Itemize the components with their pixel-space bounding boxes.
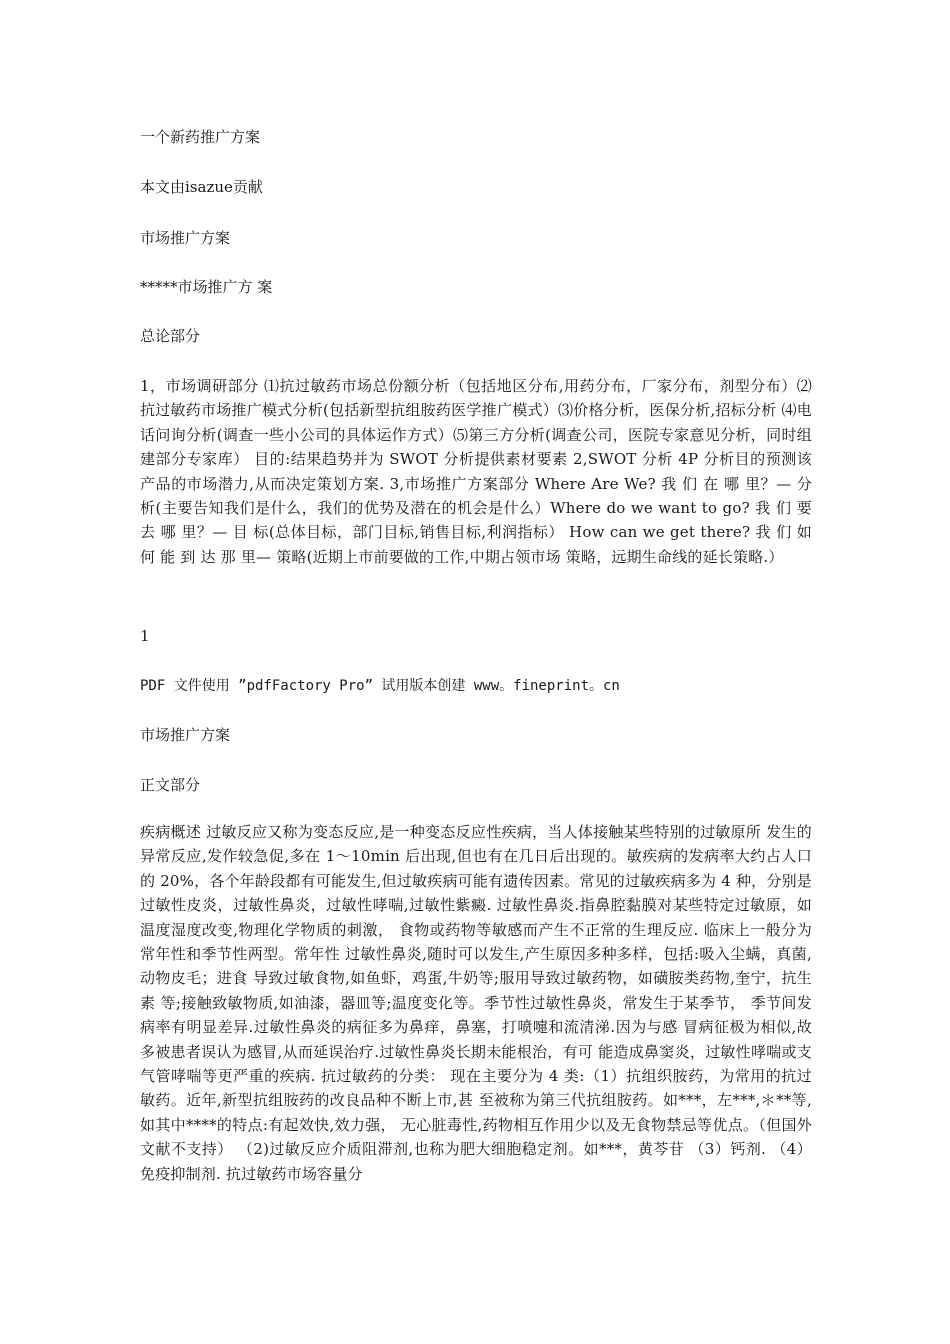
section-heading-body: 正文部分: [140, 776, 201, 794]
document-subtitle: *****市场推广方 案: [140, 278, 273, 296]
paragraph-general: 1，市场调研部分 ⑴抗过敏药市场总份额分析（包括地区分布,用药分布，厂家分布，剂型分布）⑵抗过敏药市场推广模式分析(包括新型抗组胺药医学推广模式）⑶价格分析，医保分析,招标分析 ⑷电话问询分析(调查一些小公司的具体运作方式）⑸第三方分析(调查公司，医院专家意见分析，同时组建部分专家库） 目的:结果趋势并为 SWOT 分析提供素材要素 2,SWOT 分析 4P 分析目的预测该产品的市场潜力,从而决定策划方案. 3,市场推广方案部分 Where Are We? 我 们 在 哪 里？— 分 析(主要告知我们是什么，我们的优势及潜在的机会是什么）Where do we want to go? 我 们 要 去 哪 里？— 目 标(总体目标，部门目标,销售目标,利润指标） How can we get there? 我 们 如 何 能 到 达 那 里— 策略(近期上市前要做的工作,中期占领市场 策略，远期生命线的延长策略.）: [140, 377, 812, 566]
contributor-line: 本文由isazue贡献: [140, 178, 263, 196]
running-header-page2: 市场推广方案: [140, 726, 231, 744]
page-number: 1: [140, 627, 150, 645]
pdf-footer: PDF 文件使用 ”pdfFactory Pro” 试用版本创建 www。fineprint。cn: [140, 678, 620, 694]
running-header: 市场推广方案: [140, 229, 231, 247]
paragraph-body: 疾病概述 过敏反应又称为变态反应,是一种变态反应性疾病，当人体接触某些特别的过敏原所 发生的异常反应,发作较急促,多在 1～10min 后出现,但也有在几日后出现的。敏疾病的发病率大约占人口的 20%，各个年龄段都有可能发生,但过敏疾病可能有遗传因素。常见的过敏疾病多为 4 种，分别是过敏性皮炎，过敏性鼻炎，过敏性哮喘,过敏性紫癜. 过敏性鼻炎.指鼻腔黏膜对某些特定过敏原，如温度湿度改变,物理化学物质的刺激， 食物或药物等敏感而产生不正常的生理反应. 临床上一般分为常年性和季节性两型。常年性 过敏性鼻炎,随时可以发生,产生原因多种多样，包括:吸入尘螨，真菌,动物皮毛；进食 导致过敏食物,如鱼虾，鸡蛋,牛奶等;服用导致过敏药物，如磺胺类药物,奎宁，抗生素 等;接触致敏物质,如油漆，器皿等;温度变化等。季节性过敏性鼻炎，常发生于某季节， 季节间发病率有明显差异.过敏性鼻炎的病征多为鼻痒，鼻塞，打喷嚏和流清涕.因为与感 冒病征极为相似,故多被患者误认为感冒,从而延误治疗.过敏性鼻炎长期未能根治，有可 能造成鼻窦炎，过敏性哮喘或支气管哮喘等更严重的疾病. 抗过敏药的分类： 现在主要分为 4 类:（1）抗组织胺药，为常用的抗过敏药。近年,新型抗组胺药的改良品种不断上市,甚 至被称为第三代抗组胺药。如***，左***,＊**等,如其中****的特点:有起效快,效力强， 无心脏毒性,药物相互作用少以及无食物禁忌等优点。（但国外文献不支持） （2)过敏反应介质阻滞剂,也称为肥大细胞稳定剂。如***，黄芩苷 （3）钙剂. （4）免疫抑制剂. 抗过敏药市场容量分: [140, 823, 812, 1183]
section-heading-general: 总论部分: [140, 327, 201, 345]
document-title: 一个新药推广方案: [140, 128, 261, 146]
